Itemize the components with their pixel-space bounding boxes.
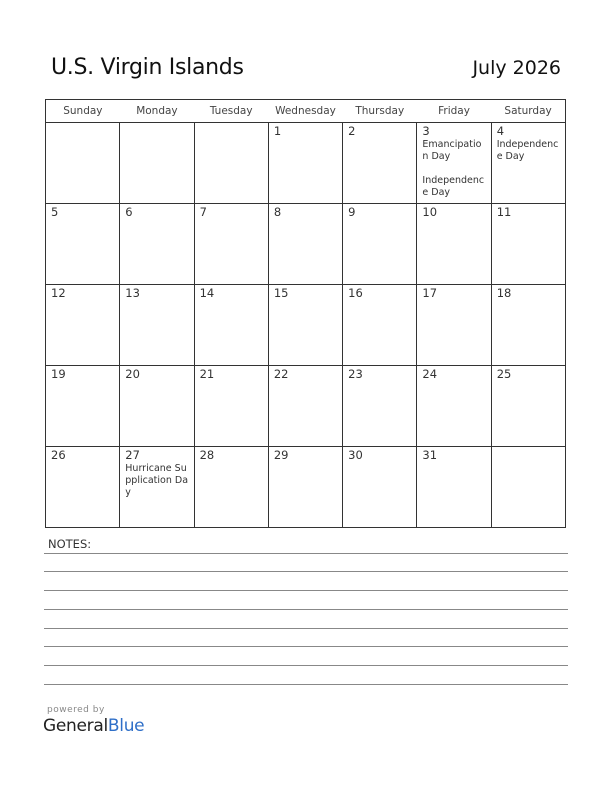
calendar-region-title: U.S. Virgin Islands xyxy=(51,55,244,80)
day-number: 29 xyxy=(273,448,289,462)
weekday-header: Friday xyxy=(417,100,491,123)
weekday-header: Thursday xyxy=(343,100,417,123)
calendar-day-cell xyxy=(268,123,342,204)
day-number: 19 xyxy=(51,367,66,381)
day-number: 3 xyxy=(422,124,430,138)
powered-by-text: powered by xyxy=(47,705,105,715)
calendar-day-cell xyxy=(343,447,417,528)
notes-line xyxy=(44,646,568,647)
calendar-day-cell xyxy=(268,366,342,447)
day-number: 17 xyxy=(422,286,438,300)
day-number: 11 xyxy=(496,205,512,219)
calendar-day-cell xyxy=(194,447,268,528)
day-number: 24 xyxy=(422,367,438,381)
weekday-header: Wednesday xyxy=(268,100,342,123)
day-number: 5 xyxy=(51,205,59,219)
day-number: 4 xyxy=(496,124,505,138)
calendar-day-cell xyxy=(417,285,491,366)
notes-line xyxy=(44,571,568,572)
calendar-day-cell xyxy=(343,204,417,285)
day-number: 12 xyxy=(51,286,66,300)
calendar-day-cell xyxy=(46,204,120,285)
day-number: 18 xyxy=(496,286,512,300)
brand-blue-text: Blue xyxy=(107,716,145,736)
calendar-week-row xyxy=(46,204,566,285)
calendar-day-cell xyxy=(268,204,342,285)
calendar-day-cell xyxy=(120,204,194,285)
day-number: 20 xyxy=(125,367,140,381)
day-number: 30 xyxy=(348,448,363,462)
day-number: 21 xyxy=(199,367,215,381)
calendar-day-cell xyxy=(268,285,342,366)
holiday-event: Emancipation Day xyxy=(422,139,482,162)
calendar-day-cell xyxy=(491,123,565,204)
day-number: 16 xyxy=(348,286,363,300)
calendar-day-cell xyxy=(343,123,417,204)
calendar-day-cell xyxy=(120,123,194,204)
calendar-day-cell xyxy=(417,447,491,528)
calendar-grid xyxy=(45,99,566,528)
day-number: 22 xyxy=(273,367,289,381)
calendar-week-row xyxy=(46,447,566,528)
calendar-day-cell xyxy=(343,285,417,366)
calendar-week-row xyxy=(46,366,566,447)
day-number: 13 xyxy=(125,286,140,300)
calendar-day-cell xyxy=(417,366,491,447)
notes-line xyxy=(44,628,568,629)
calendar-day-cell xyxy=(194,366,268,447)
day-number: 8 xyxy=(273,205,282,219)
notes-line xyxy=(44,684,568,685)
notes-line xyxy=(44,553,568,554)
calendar-day-cell xyxy=(491,366,565,447)
weekday-header: Tuesday xyxy=(194,100,268,123)
day-number: 25 xyxy=(496,367,512,381)
calendar-day-cell xyxy=(120,366,194,447)
calendar-month-title: July 2026 xyxy=(472,57,561,79)
calendar-day-cell xyxy=(194,123,268,204)
weekday-header: Sunday xyxy=(46,100,120,123)
calendar-day-cell xyxy=(343,366,417,447)
calendar-day-cell xyxy=(46,123,120,204)
brand-logo xyxy=(43,716,144,736)
calendar-day-cell xyxy=(268,447,342,528)
calendar-day-cell xyxy=(46,366,120,447)
calendar-day-cell xyxy=(417,123,491,204)
weekday-header: Monday xyxy=(120,100,194,123)
day-number: 23 xyxy=(348,367,363,381)
day-number: 26 xyxy=(51,448,66,462)
calendar-day-cell xyxy=(46,447,120,528)
day-number: 14 xyxy=(199,286,215,300)
day-number: 10 xyxy=(422,205,438,219)
calendar-day-cell xyxy=(120,285,194,366)
notes-label: NOTES: xyxy=(48,537,92,551)
calendar-day-cell xyxy=(417,204,491,285)
calendar-day-cell xyxy=(194,204,268,285)
day-number: 7 xyxy=(199,205,207,219)
holiday-event: Hurricane Supplication Day xyxy=(125,463,189,498)
calendar-week-row xyxy=(46,123,566,204)
holiday-event: Independence Day xyxy=(422,175,485,198)
day-number: 31 xyxy=(422,448,438,462)
calendar-day-cell xyxy=(194,285,268,366)
calendar-day-cell xyxy=(491,285,565,366)
notes-line xyxy=(44,590,568,591)
holiday-event: Independence Day xyxy=(496,139,559,162)
day-number: 1 xyxy=(273,124,282,138)
day-number: 2 xyxy=(348,124,356,138)
calendar-day-cell xyxy=(491,447,565,528)
day-number: 6 xyxy=(125,205,133,219)
calendar-week-row xyxy=(46,285,566,366)
notes-line xyxy=(44,609,568,610)
notes-line xyxy=(44,665,568,666)
weekday-header-row xyxy=(46,100,566,123)
weekday-header: Saturday xyxy=(491,100,565,123)
brand-general-text: General xyxy=(43,716,108,736)
day-number: 15 xyxy=(273,286,289,300)
day-number: 9 xyxy=(348,205,356,219)
calendar-day-cell xyxy=(491,204,565,285)
calendar-day-cell xyxy=(46,285,120,366)
calendar-day-cell xyxy=(120,447,194,528)
day-number: 27 xyxy=(125,448,140,462)
day-number: 28 xyxy=(199,448,215,462)
